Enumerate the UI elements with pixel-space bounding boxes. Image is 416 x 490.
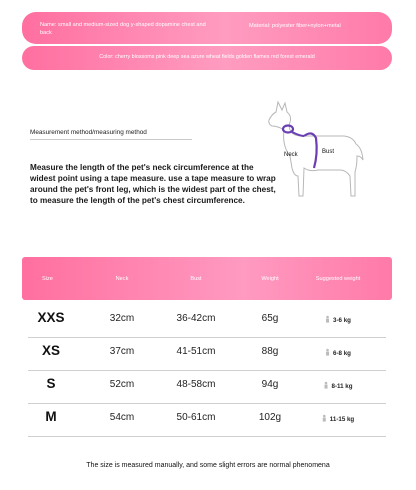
bust-cell: 50-61cm <box>176 412 216 423</box>
size-cell: M <box>45 409 57 424</box>
weight-cell: 65g <box>261 313 279 324</box>
row-divider <box>28 436 386 437</box>
size-cell: XXS <box>37 310 65 325</box>
material-text: Material: polyester fiber+nylon+metal <box>249 23 341 29</box>
size-cell: XS <box>41 343 61 358</box>
table-row <box>24 404 390 437</box>
neck-harness-band <box>283 126 293 133</box>
neck-cell: 37cm <box>109 346 135 357</box>
suggested-weight-cell <box>325 315 351 324</box>
suggested-weight-cell <box>324 381 353 390</box>
bust-cell: 41-51cm <box>176 346 216 357</box>
neck-label: Neck <box>284 152 298 158</box>
weight-cell: 94g <box>261 379 279 390</box>
bust-cell: 36-42cm <box>176 313 216 324</box>
size-cell: S <box>46 376 56 391</box>
suggested-weight-text: 8-11 kg <box>331 383 353 390</box>
table-row <box>24 338 390 371</box>
header-size: Size <box>42 276 53 282</box>
header-bust: Bust <box>190 276 202 282</box>
measurement-description: Measure the length of the pet's neck circumference at the widest point using a tape measure. use a tape measure to wrap around the pet's front leg, which is the widest part of the chest, to measure the length of the pet's chest circumference. <box>30 163 276 205</box>
product-name-text: Name: small and medium-sized dog y-shaped dopamine chest and back <box>40 22 206 36</box>
weight-icon <box>322 414 327 422</box>
neck-cell: 32cm <box>109 313 135 324</box>
suggested-weight-text: 3-6 kg <box>333 317 351 324</box>
weight-cell: 102g <box>258 412 282 423</box>
weight-icon <box>324 381 329 389</box>
weight-icon <box>325 348 330 356</box>
table-row <box>24 371 390 404</box>
suggested-weight-text: 11-15 kg <box>329 416 355 423</box>
header-weight: Weight <box>261 276 279 282</box>
footer-note: The size is measured manually, and some slight errors are normal phenomena <box>86 462 330 469</box>
header-neck: Neck <box>115 276 129 282</box>
weight-icon <box>325 315 330 323</box>
bust-label: Bust <box>322 149 335 155</box>
measurement-method-label: Measurement method/measuring method <box>30 129 147 136</box>
suggested-weight-cell <box>325 348 351 357</box>
header-suggested-weight: Suggested weight <box>315 276 361 282</box>
neck-cell: 52cm <box>109 379 135 390</box>
color-text: Color: cherry blossoms pink deep sea azure wheat fields golden flames red forest emerald <box>99 54 315 60</box>
suggested-weight-text: 6-8 kg <box>333 350 351 357</box>
divider <box>30 139 192 140</box>
weight-cell: 88g <box>261 346 279 357</box>
bust-cell: 48-58cm <box>176 379 216 390</box>
size-table-header <box>22 257 392 300</box>
neck-cell: 54cm <box>109 412 135 423</box>
dog-measurement-illustration <box>258 96 368 216</box>
table-row <box>24 305 390 338</box>
product-info-banner <box>22 12 392 44</box>
chest-harness-band <box>304 133 317 168</box>
color-banner <box>22 46 392 70</box>
suggested-weight-cell <box>322 414 354 423</box>
